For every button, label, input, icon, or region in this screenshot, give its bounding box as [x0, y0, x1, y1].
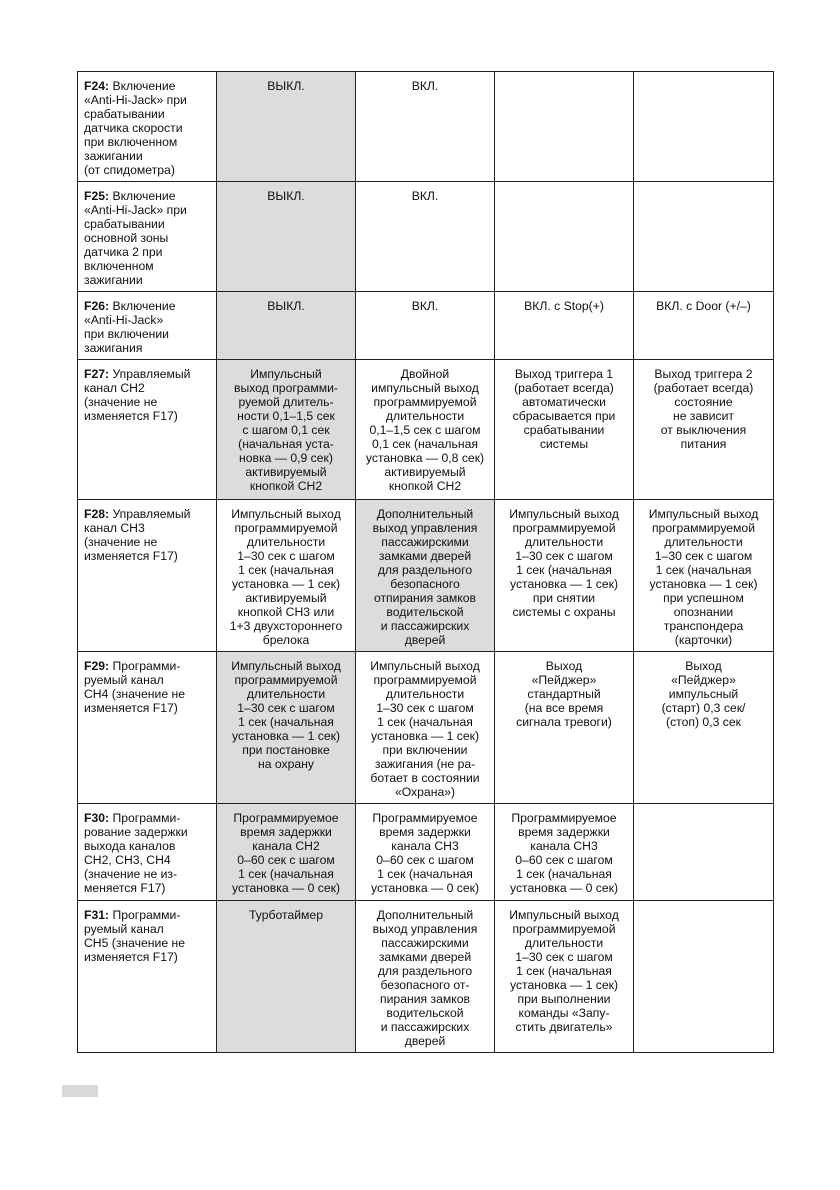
option-cell-4 [634, 901, 774, 1053]
option-cell-3 [495, 292, 634, 360]
option-text: Дополнительный выход управления пассажирскими замками дверей для раздельного безопасного от- пирания замков водительской и пассажирских дверей [372, 908, 478, 1048]
option-cell-2 [356, 292, 495, 360]
function-description: Управляемый канал CH2 (значение не изменяется F17) [84, 367, 191, 423]
option-text: Турботаймер [249, 908, 323, 922]
row-label [78, 500, 217, 652]
option-text: Программируемое время задержки канала CH3 0–60 сек с шагом 1 сек (начальная установка — 0 сек) [370, 811, 480, 895]
settings-table-body [78, 72, 774, 1053]
option-text: Импульсный выход программируемой длительности 1–30 сек с шагом 1 сек (начальная установка — 1 сек) при снятии системы с охраны [509, 507, 619, 619]
option-cell-2 [356, 652, 495, 804]
option-text: Дополнительный выход управления пассажирскими замками дверей для раздельного безопасного отпирания замков водительской и пассажирских дверей [372, 507, 478, 647]
option-text: ВЫКЛ. [267, 189, 305, 203]
option-text: ВКЛ. [411, 299, 439, 313]
option-cell-4 [634, 292, 774, 360]
function-description: Управляемый канал CH3 (значение не изменяется F17) [84, 507, 191, 563]
option-cell-2 [356, 182, 495, 292]
option-text: ВКЛ. [411, 189, 439, 203]
option-cell-4 [634, 500, 774, 652]
settings-table [77, 71, 774, 1053]
option-cell-4 [634, 652, 774, 804]
option-cell-1 [217, 360, 356, 500]
table-row [78, 292, 774, 360]
row-label [78, 901, 217, 1053]
option-text: ВЫКЛ. [267, 299, 305, 313]
option-text: Двойной импульсный выход программируемой длительности 0,1–1,5 сек с шагом 0,1 сек (начальная установка — 0,8 сек) активируемый кнопкой CH2 [365, 367, 485, 493]
option-cell-3 [495, 182, 634, 292]
row-label [78, 652, 217, 804]
row-label [78, 804, 217, 901]
option-cell-1 [217, 72, 356, 182]
row-label [78, 292, 217, 360]
option-text: Импульсный выход программируемой длительности 1–30 сек с шагом 1 сек (начальная установка — 1 сек) при выполнении команды «Запу- стить двигатель» [509, 908, 619, 1034]
row-label [78, 72, 217, 182]
option-text: Программируемое время задержки канала CH3 0–60 сек с шагом 1 сек (начальная установка — 0 сек) [509, 811, 619, 895]
option-text: Импульсный выход программи- руемой длитель- ности 0,1–1,5 сек с шагом 0,1 сек (начальная уста- новка — 0,9 сек) активируемый кнопкой CH2 [234, 367, 338, 493]
option-text: Импульсный выход программируемой длительности 1–30 сек с шагом 1 сек (начальная установка — 1 сек) при включении зажигания (не ра- ботает в состоянии «Охрана») [370, 659, 480, 799]
function-code: F31: [84, 908, 110, 922]
table-row [78, 652, 774, 804]
option-text: Программируемое время задержки канала CH2 0–60 сек с шагом 1 сек (начальная установка — 0 сек) [231, 811, 341, 895]
option-cell-4 [634, 360, 774, 500]
option-cell-4 [634, 72, 774, 182]
option-cell-3 [495, 652, 634, 804]
function-description: Включение «Anti-Hi-Jack» при включении зажигания [84, 299, 176, 355]
option-cell-3 [495, 804, 634, 901]
function-description: Программи- рование задержки выхода каналов CH2, CH3, CH4 (значение не из- меняется F17) [84, 811, 188, 895]
option-cell-4 [634, 804, 774, 901]
option-cell-3 [495, 901, 634, 1053]
function-code: F30: [84, 811, 110, 825]
function-description: Включение «Anti-Hi-Jack» при срабатывании датчика скорости при включенном зажигании (от спидометра) [84, 79, 187, 177]
option-text: Выход триггера 2 (работает всегда) состояние не зависит от выключения питания [653, 367, 754, 451]
option-cell-1 [217, 652, 356, 804]
option-cell-1 [217, 292, 356, 360]
function-code: F25: [84, 189, 110, 203]
function-code: F24: [84, 79, 110, 93]
function-description: Программи- руемый канал CH5 (значение не изменяется F17) [84, 908, 185, 964]
function-code: F27: [84, 367, 110, 381]
table-row [78, 72, 774, 182]
option-text: ВКЛ. с Door (+/–) [656, 299, 751, 313]
option-cell-2 [356, 360, 495, 500]
option-cell-1 [217, 500, 356, 652]
option-text: ВКЛ. [411, 79, 439, 93]
page-number-bar [62, 1085, 98, 1097]
option-cell-3 [495, 72, 634, 182]
function-description: Включение «Anti-Hi-Jack» при срабатывании основной зоны датчика 2 при включенном зажигании [84, 189, 187, 287]
option-cell-2 [356, 500, 495, 652]
option-text: Импульсный выход программируемой длительности 1–30 сек с шагом 1 сек (начальная установка — 1 сек) активируемый кнопкой CH3 или 1+3 двухстороннего брелока [229, 507, 343, 647]
option-cell-2 [356, 72, 495, 182]
table-row [78, 360, 774, 500]
option-text: Импульсный выход программируемой длительности 1–30 сек с шагом 1 сек (начальная установка — 1 сек) при успешном опознании транспондера (карточки) [648, 507, 759, 647]
option-cell-1 [217, 804, 356, 901]
function-code: F29: [84, 659, 110, 673]
option-cell-4 [634, 182, 774, 292]
function-code: F26: [84, 299, 110, 313]
option-text: ВКЛ. с Stop(+) [524, 299, 604, 313]
option-cell-3 [495, 360, 634, 500]
table-row [78, 804, 774, 901]
option-text: ВЫКЛ. [267, 79, 305, 93]
option-cell-2 [356, 901, 495, 1053]
option-text: Выход «Пейджер» стандартный (на все время сигнала тревоги) [516, 659, 612, 729]
option-cell-3 [495, 500, 634, 652]
function-code: F28: [84, 507, 110, 521]
table-row [78, 500, 774, 652]
option-cell-1 [217, 182, 356, 292]
table-row [78, 182, 774, 292]
row-label [78, 360, 217, 500]
option-cell-2 [356, 804, 495, 901]
option-cell-1 [217, 901, 356, 1053]
option-text: Выход «Пейджер» импульсный (старт) 0,3 сек/ (стоп) 0,3 сек [661, 659, 746, 729]
function-description: Программи- руемый канал CH4 (значение не изменяется F17) [84, 659, 185, 715]
row-label [78, 182, 217, 292]
option-text: Выход триггера 1 (работает всегда) автоматически сбрасывается при срабатывании системы [512, 367, 616, 451]
table-row [78, 901, 774, 1053]
option-text: Импульсный выход программируемой длительности 1–30 сек с шагом 1 сек (начальная установка — 1 сек) при постановке на охрану [231, 659, 341, 771]
